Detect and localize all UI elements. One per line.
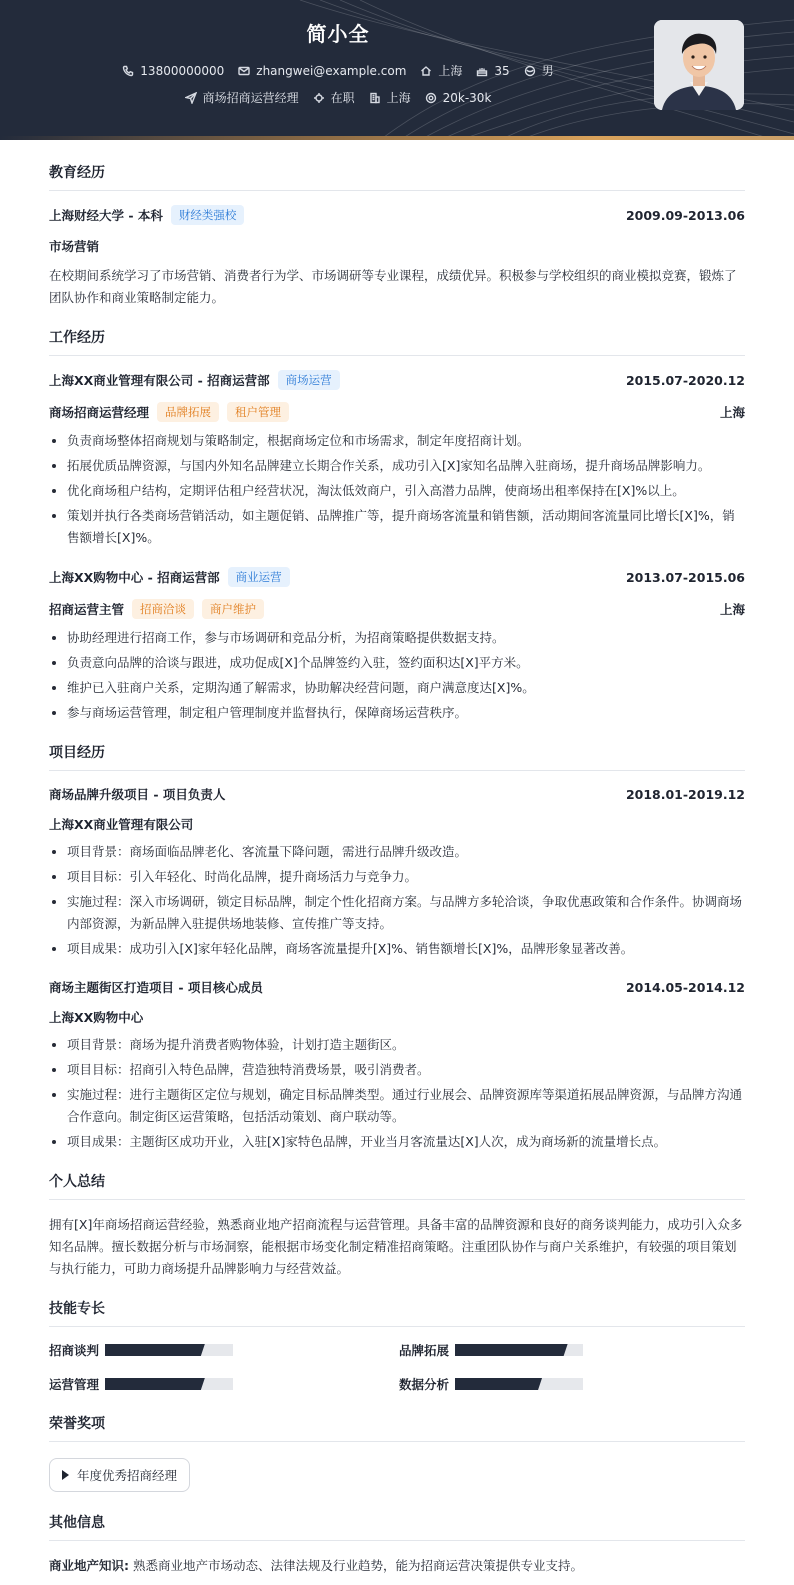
section-title: 技能专长 <box>49 1298 745 1327</box>
list-item: • 实施过程：进行主题街区定位与规划，确定目标品牌类型。通过行业展会、品牌资源库等渠道拓展品牌资源，与品牌方沟通合作意向。制定街区运营策略，包括活动策划、商户联动等。 <box>67 1084 745 1128</box>
summary-text: 拥有[X]年商场招商运营经验，熟悉商业地产招商流程与运营管理。具备丰富的品牌资源和良好的商务谈判能力，成功引入众多知名品牌。擅长数据分析与市场洞察，能根据市场变化制定精准招商策略。注重团队协作与商户关系维护，有较强的项目策划与执行能力，可助力商场提升品牌影响力与经营效益。 <box>49 1217 743 1276</box>
list-item: • 项目背景：商场为提升消费者购物体验，计划打造主题街区。 <box>67 1034 745 1056</box>
gender-icon <box>524 65 536 77</box>
section-title: 其他信息 <box>49 1512 745 1541</box>
role-tag: 租户管理 <box>227 402 289 422</box>
skill-bar-fill <box>105 1378 205 1390</box>
list-item: • 优化商场租户结构，定期评估租户经营状况，淘汰低效商户，引入高潜力品牌，使商场出租率保持在[X]%以上。 <box>67 480 745 502</box>
skill-name: 数据分析 <box>399 1377 450 1392</box>
phone-icon <box>122 65 134 77</box>
section-title: 荣誉奖项 <box>49 1413 745 1442</box>
skill-bar <box>455 1344 583 1356</box>
list-item: • 负责商场整体招商规划与策略制定，根据商场定位和市场需求，制定年度招商计划。 <box>67 430 745 452</box>
section-title: 个人总结 <box>49 1171 745 1200</box>
header-accent-bar <box>0 136 794 140</box>
project-name: 商场主题街区打造项目 - 项目核心成员 <box>49 980 263 995</box>
email-info <box>238 62 406 79</box>
work-date: 2013.07-2015.06 <box>625 569 745 585</box>
play-icon <box>62 1470 69 1480</box>
position-info <box>185 89 299 106</box>
company-name: 上海XX商业管理有限公司 - 招商运营部 <box>49 373 270 388</box>
phone-text: 13800000000 <box>140 63 225 78</box>
school-tag: 财经类强校 <box>171 205 245 225</box>
awards-section <box>49 1413 745 1492</box>
status-icon <box>313 92 325 104</box>
skill-item <box>399 1341 739 1359</box>
salary-text: 20k-30k <box>442 90 492 105</box>
skill-name: 招商谈判 <box>49 1343 100 1358</box>
section-title: 工作经历 <box>49 327 745 356</box>
contact-row <box>0 62 676 79</box>
job-role: 招商运营主管 <box>49 602 125 617</box>
list-item: • 参与商场运营管理，制定租户管理制度并监督执行，保障商场运营秩序。 <box>67 702 745 724</box>
list-item: • 实施过程：深入市场调研，锁定目标品牌，制定个性化招商方案。与品牌方多轮洽谈，争取优惠政策和合作条件。协调商场内部资源，为新品牌入驻提供场地装修、宣传推广等支持。 <box>67 891 745 935</box>
role-tag: 品牌拓展 <box>157 402 219 422</box>
work-city-info <box>369 89 411 106</box>
project-section <box>49 742 745 1153</box>
school-name: 上海财经大学 - 本科 <box>49 208 163 223</box>
list-item: • 维护已入驻商户关系，定期沟通了解需求，协助解决经营问题，商户满意度达[X]%。 <box>67 677 745 699</box>
coin-icon <box>425 92 437 104</box>
skill-name: 品牌拓展 <box>399 1343 450 1358</box>
education-date: 2009.09-2013.06 <box>625 207 745 223</box>
email-text: zhangwei@example.com <box>256 63 407 78</box>
work-entry <box>49 567 745 724</box>
skill-bar <box>105 1378 233 1390</box>
list-item: • 项目成果：成功引入[X]家年轻化品牌，商场客流量提升[X]%、销售额增长[X]%，品牌形象显著改善。 <box>67 938 745 960</box>
list-item: • 项目背景：商场面临品牌老化、客流量下降问题，需进行品牌升级改造。 <box>67 841 745 863</box>
resume-body <box>0 162 794 1577</box>
gender-text: 男 <box>541 64 554 78</box>
cake-icon <box>476 65 488 77</box>
list-item: • 策划并执行各类商场营销活动，如主题促销、品牌推广等，提升商场客流量和销售额，活动期间客流量同比增长[X]%，销售额增长[X]%。 <box>67 505 745 549</box>
list-item: • 项目目标：引入年轻化、时尚化品牌，提升商场活力与竞争力。 <box>67 866 745 888</box>
age-text: 35 <box>494 63 510 78</box>
job-location: 上海 <box>719 405 745 420</box>
other-text: 熟悉商业地产市场动态、法律法规及行业趋势，能为招商运营决策提供专业支持。 <box>132 1558 583 1573</box>
project-detail-list <box>49 841 745 960</box>
salary-info <box>425 89 492 106</box>
company-name: 上海XX购物中心 - 招商运营部 <box>49 570 220 585</box>
skills-section <box>49 1298 745 1393</box>
role-tag: 招商洽谈 <box>132 599 194 619</box>
candidate-name: 简小全 <box>306 22 370 46</box>
status-text: 在职 <box>330 91 355 105</box>
skill-bar-fill <box>455 1378 542 1390</box>
skill-item <box>49 1375 399 1393</box>
job-intent-row <box>0 89 676 106</box>
list-item: • 拓展优质品牌资源，与国内外知名品牌建立长期合作关系，成功引入[X]家知名品牌入驻商场，提升商场品牌影响力。 <box>67 455 745 477</box>
other-section <box>49 1512 745 1577</box>
project-detail-list <box>49 1034 745 1153</box>
resume-header <box>0 0 794 140</box>
status-info <box>313 89 355 106</box>
list-item: • 协助经理进行招商工作，参与市场调研和竞品分析，为招商策略提供数据支持。 <box>67 627 745 649</box>
work-section <box>49 327 745 724</box>
project-org: 上海XX购物中心 <box>49 1010 144 1025</box>
list-item: • 项目目标：招商引入特色品牌，营造独特消费场景，吸引消费者。 <box>67 1059 745 1081</box>
skill-bar-fill <box>105 1344 205 1356</box>
project-name: 商场品牌升级项目 - 项目负责人 <box>49 787 226 802</box>
major: 市场营销 <box>49 239 100 254</box>
other-info <box>49 1555 745 1577</box>
home-icon <box>420 65 432 77</box>
education-description: 在校期间系统学习了市场营销、消费者行为学、市场调研等专业课程，成绩优异。积极参与学校组织的商业模拟竞赛，锻炼了团队协作和商业策略制定能力。 <box>49 268 737 305</box>
work-date: 2015.07-2020.12 <box>625 372 745 388</box>
award-item[interactable] <box>49 1458 190 1492</box>
gender-info <box>524 62 554 79</box>
skill-bar <box>455 1378 583 1390</box>
company-tag: 商场运营 <box>278 370 340 390</box>
role-tag: 商户维护 <box>202 599 264 619</box>
skill-bar-fill <box>455 1344 568 1356</box>
duty-list <box>49 627 745 724</box>
company-tag: 商业运营 <box>228 567 290 587</box>
work-entry <box>49 370 745 549</box>
job-role: 商场招商运营经理 <box>49 405 150 420</box>
summary-section <box>49 1171 745 1280</box>
skill-name: 运营管理 <box>49 1377 100 1392</box>
section-title: 项目经历 <box>49 742 745 771</box>
duty-list <box>49 430 745 549</box>
project-entry <box>49 785 745 960</box>
skill-item <box>49 1341 399 1359</box>
age-info <box>476 62 509 79</box>
position-text: 商场招商运营经理 <box>202 91 299 105</box>
education-entry <box>49 205 745 309</box>
section-title: 教育经历 <box>49 162 745 191</box>
project-date: 2014.05-2014.12 <box>625 979 745 995</box>
city-info <box>420 62 462 79</box>
award-label: 年度优秀招商经理 <box>77 1468 178 1483</box>
mail-icon <box>238 65 250 77</box>
education-section <box>49 162 745 309</box>
work-city-text: 上海 <box>386 91 411 105</box>
building-icon <box>369 92 381 104</box>
avatar <box>654 20 744 110</box>
send-icon <box>185 92 197 104</box>
list-item: • 项目成果：主题街区成功开业，入驻[X]家特色品牌，开业当月客流量达[X]人次，成为商场新的流量增长点。 <box>67 1131 745 1153</box>
city-text: 上海 <box>438 64 463 78</box>
project-entry <box>49 978 745 1153</box>
avatar-photo <box>654 20 744 110</box>
skill-bar <box>105 1344 233 1356</box>
list-item: • 负责意向品牌的洽谈与跟进，成功促成[X]个品牌签约入驻，签约面积达[X]平方米。 <box>67 652 745 674</box>
project-date: 2018.01-2019.12 <box>625 786 745 802</box>
skills-grid <box>49 1341 745 1393</box>
skill-item <box>399 1375 739 1393</box>
other-label: 商业地产知识: <box>49 1558 129 1573</box>
phone-info <box>122 62 224 79</box>
project-org: 上海XX商业管理有限公司 <box>49 817 194 832</box>
job-location: 上海 <box>719 602 745 617</box>
